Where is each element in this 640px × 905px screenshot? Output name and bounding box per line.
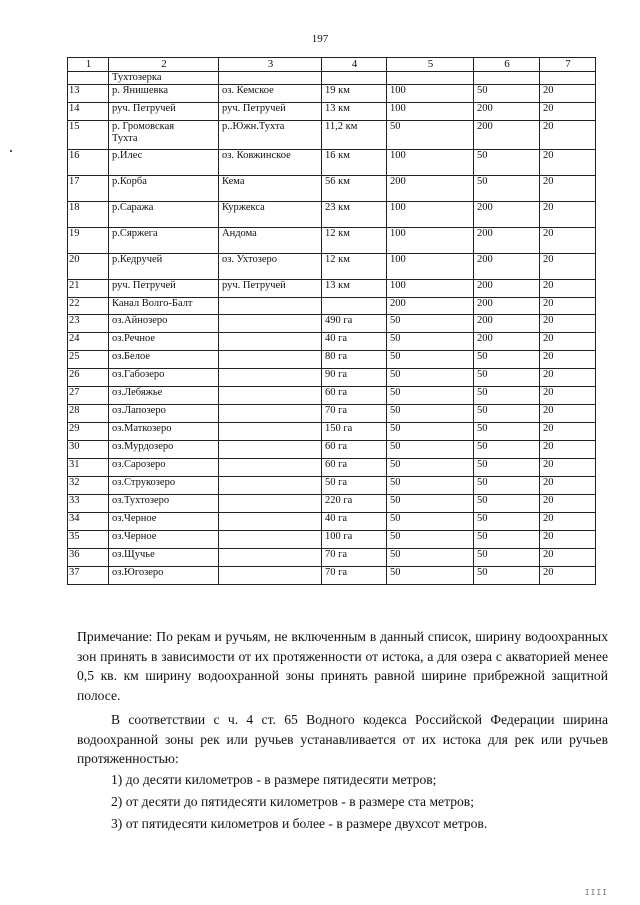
shore-strip: 20: [540, 315, 596, 333]
shore-strip: 20: [540, 387, 596, 405]
zone-width: 100: [387, 254, 474, 280]
object-name: оз.Черное: [109, 513, 219, 531]
object-name: оз.Струкозеро: [109, 477, 219, 495]
table-row: [68, 423, 596, 441]
column-header: 3: [219, 58, 322, 72]
column-header: 2: [109, 58, 219, 72]
object-name: р.Илес: [109, 150, 219, 176]
protective-strip: 200: [474, 298, 540, 315]
row-number: 28: [68, 405, 109, 423]
shore-strip: 20: [540, 567, 596, 585]
size: 11,2 км: [322, 121, 387, 150]
protective-strip: 50: [474, 369, 540, 387]
object-name: р.Кедручей: [109, 254, 219, 280]
table-row: [68, 280, 596, 298]
shore-strip: 20: [540, 103, 596, 121]
shore-strip: 20: [540, 351, 596, 369]
object-name: оз.Мурдозеро: [109, 441, 219, 459]
object-name: Канал Волго-Балт: [109, 298, 219, 315]
location: [219, 423, 322, 441]
location: [219, 298, 322, 315]
protective-strip: 50: [474, 567, 540, 585]
location: [219, 369, 322, 387]
location: [219, 567, 322, 585]
object-name: р.Саража: [109, 202, 219, 228]
object-name: оз.Югозеро: [109, 567, 219, 585]
object-name: оз.Щучье: [109, 549, 219, 567]
table-header-row: [68, 58, 596, 72]
row-number: 23: [68, 315, 109, 333]
protective-strip: 200: [474, 202, 540, 228]
notes-section: [77, 627, 608, 835]
row-number: 17: [68, 176, 109, 202]
location: [219, 315, 322, 333]
table-row: [68, 369, 596, 387]
zone-width: 100: [387, 150, 474, 176]
size: 12 км: [322, 228, 387, 254]
protective-strip: 50: [474, 441, 540, 459]
object-name: оз.Лапозеро: [109, 405, 219, 423]
location: [219, 477, 322, 495]
table-row: [68, 333, 596, 351]
column-header: 6: [474, 58, 540, 72]
list-item: 3) от пятидесяти километров и более - в размере двухсот метров.: [111, 815, 488, 831]
size: 100 га: [322, 531, 387, 549]
location: оз. Ковжинское: [219, 150, 322, 176]
size: 220 га: [322, 495, 387, 513]
shore-strip: 20: [540, 280, 596, 298]
location: [219, 387, 322, 405]
zone-width: 50: [387, 315, 474, 333]
object-name: р.Сяржега: [109, 228, 219, 254]
size: 70 га: [322, 549, 387, 567]
shore-strip: 20: [540, 121, 596, 150]
shore-strip: [540, 72, 596, 85]
size: 50 га: [322, 477, 387, 495]
location: [219, 549, 322, 567]
table-row: [68, 387, 596, 405]
zone-width: 200: [387, 298, 474, 315]
shore-strip: 20: [540, 459, 596, 477]
zone-width: 50: [387, 369, 474, 387]
table-row: [68, 567, 596, 585]
object-name-line: Тухта: [112, 133, 138, 144]
size: [322, 298, 387, 315]
zone-width: 50: [387, 531, 474, 549]
table-row: [68, 176, 596, 202]
row-number: 25: [68, 351, 109, 369]
location: Куржекса: [219, 202, 322, 228]
zone-width: 50: [387, 441, 474, 459]
table-row: [68, 298, 596, 315]
object-name: оз.Габозеро: [109, 369, 219, 387]
column-header: 4: [322, 58, 387, 72]
zone-width: 50: [387, 459, 474, 477]
object-name: оз.Черное: [109, 531, 219, 549]
protective-strip: 50: [474, 85, 540, 103]
size: 80 га: [322, 351, 387, 369]
protective-strip: 50: [474, 150, 540, 176]
row-number: 34: [68, 513, 109, 531]
protective-strip: 50: [474, 176, 540, 202]
zone-width: 100: [387, 85, 474, 103]
zone-width: 50: [387, 405, 474, 423]
size: 56 км: [322, 176, 387, 202]
row-number: [68, 72, 109, 85]
location: [219, 405, 322, 423]
size: 60 га: [322, 441, 387, 459]
zone-width: 50: [387, 423, 474, 441]
protective-strip: 200: [474, 280, 540, 298]
shore-strip: 20: [540, 405, 596, 423]
object-name: руч. Петручей: [109, 280, 219, 298]
table-row: [68, 441, 596, 459]
shore-strip: 20: [540, 228, 596, 254]
row-number: 20: [68, 254, 109, 280]
table-row: [68, 121, 596, 150]
object-name: Тухтозерка: [109, 72, 219, 85]
protective-strip: 50: [474, 531, 540, 549]
table-row: [68, 103, 596, 121]
protective-strip: 50: [474, 549, 540, 567]
size: 12 км: [322, 254, 387, 280]
location: [219, 531, 322, 549]
row-number: 30: [68, 441, 109, 459]
shore-strip: 20: [540, 423, 596, 441]
table-row: [68, 495, 596, 513]
shore-strip: 20: [540, 477, 596, 495]
row-number: 31: [68, 459, 109, 477]
shore-strip: 20: [540, 150, 596, 176]
protective-strip: 50: [474, 387, 540, 405]
protective-strip: 50: [474, 423, 540, 441]
location: руч. Петручей: [219, 280, 322, 298]
row-number: 21: [68, 280, 109, 298]
size: 13 км: [322, 103, 387, 121]
size: 19 км: [322, 85, 387, 103]
location: [219, 459, 322, 477]
table-row: [68, 531, 596, 549]
shore-strip: 20: [540, 254, 596, 280]
table-row: [68, 85, 596, 103]
row-number: 15: [68, 121, 109, 150]
table-row: [68, 549, 596, 567]
size: 40 га: [322, 333, 387, 351]
protective-strip: 200: [474, 254, 540, 280]
row-number: 26: [68, 369, 109, 387]
code-paragraph: В соответствии с ч. 4 ст. 65 Водного кодекса Российской Федерации ширина водоохранной зоны рек или ручьев устанавливается от их истока для рек или ручьев протяженностью:: [77, 712, 608, 766]
location: [219, 441, 322, 459]
table-row: [68, 351, 596, 369]
row-number: 33: [68, 495, 109, 513]
location: [219, 495, 322, 513]
shore-strip: 20: [540, 202, 596, 228]
location: руч. Петручей: [219, 103, 322, 121]
size: 60 га: [322, 459, 387, 477]
shore-strip: 20: [540, 513, 596, 531]
object-name-line: р. Громовская: [112, 121, 175, 132]
zone-width: 50: [387, 477, 474, 495]
table-row: [68, 513, 596, 531]
list-item: 1) до десяти километров - в размере пятидесяти метров;: [111, 771, 437, 787]
zone-width: [387, 72, 474, 85]
zone-width: 100: [387, 228, 474, 254]
row-number: 35: [68, 531, 109, 549]
location: [219, 72, 322, 85]
row-number: 29: [68, 423, 109, 441]
shore-strip: 20: [540, 531, 596, 549]
shore-strip: 20: [540, 441, 596, 459]
zone-width: 100: [387, 103, 474, 121]
size: 490 га: [322, 315, 387, 333]
zone-width: 50: [387, 567, 474, 585]
object-name: оз.Белое: [109, 351, 219, 369]
row-number: 27: [68, 387, 109, 405]
object-name: оз.Тухтозеро: [109, 495, 219, 513]
object-name: оз.Лебяжье: [109, 387, 219, 405]
object-name: руч. Петручей: [109, 103, 219, 121]
row-number: 13: [68, 85, 109, 103]
location: Кема: [219, 176, 322, 202]
table-row: [68, 459, 596, 477]
table-row: [68, 72, 596, 85]
zone-width: 50: [387, 121, 474, 150]
column-header: 7: [540, 58, 596, 72]
table-row: [68, 228, 596, 254]
protective-strip: 50: [474, 405, 540, 423]
protective-strip: 200: [474, 228, 540, 254]
zone-width: 50: [387, 351, 474, 369]
object-name: оз.Сарозеро: [109, 459, 219, 477]
row-number: 36: [68, 549, 109, 567]
row-number: 16: [68, 150, 109, 176]
protective-strip: 200: [474, 103, 540, 121]
row-number: 24: [68, 333, 109, 351]
protective-strip: 50: [474, 459, 540, 477]
shore-strip: 20: [540, 298, 596, 315]
zone-width: 100: [387, 280, 474, 298]
location: [219, 513, 322, 531]
object-name: [109, 121, 219, 150]
protective-strip: 50: [474, 351, 540, 369]
column-header: 1: [68, 58, 109, 72]
table-row: [68, 254, 596, 280]
list-item: 2) от десяти до пятидесяти километров - в размере ста метров;: [111, 793, 474, 809]
shore-strip: 20: [540, 176, 596, 202]
size: 90 га: [322, 369, 387, 387]
size: 60 га: [322, 387, 387, 405]
zone-width: 50: [387, 495, 474, 513]
size: 13 км: [322, 280, 387, 298]
table-row: [68, 405, 596, 423]
table-row: [68, 477, 596, 495]
size: 23 км: [322, 202, 387, 228]
shore-strip: 20: [540, 369, 596, 387]
location: оз. Кемское: [219, 85, 322, 103]
shore-strip: 20: [540, 549, 596, 567]
zone-width: 50: [387, 333, 474, 351]
scan-speck: [10, 150, 12, 152]
protective-strip: 50: [474, 495, 540, 513]
object-name: оз.Айнозеро: [109, 315, 219, 333]
size: 70 га: [322, 567, 387, 585]
size: 40 га: [322, 513, 387, 531]
size: 150 га: [322, 423, 387, 441]
location: р..Южн.Тухта: [219, 121, 322, 150]
zone-width: 100: [387, 202, 474, 228]
row-number: 14: [68, 103, 109, 121]
protective-strip: 50: [474, 477, 540, 495]
zone-width: 50: [387, 387, 474, 405]
size: 16 км: [322, 150, 387, 176]
page-number: 197: [311, 33, 329, 45]
row-number: 37: [68, 567, 109, 585]
protective-strip: 200: [474, 333, 540, 351]
table-row: [68, 315, 596, 333]
zone-width: 50: [387, 549, 474, 567]
row-number: 18: [68, 202, 109, 228]
protective-strip: 200: [474, 121, 540, 150]
location: [219, 351, 322, 369]
object-name: р. Янишевка: [109, 85, 219, 103]
scan-mark: IIII: [584, 888, 608, 897]
row-number: 22: [68, 298, 109, 315]
location: Андома: [219, 228, 322, 254]
object-name: оз.Речное: [109, 333, 219, 351]
size: 70 га: [322, 405, 387, 423]
note-paragraph: Примечание: По рекам и ручьям, не включенным в данный список, ширину водоохранных зон принять в зависимости от их протяженности от истока, а для озера с акваторией менее 0,5 кв. км ширину водоохранной зоны принять равной ширине прибрежной защитной полосе.: [77, 629, 608, 703]
table-row: [68, 150, 596, 176]
size: [322, 72, 387, 85]
shore-strip: 20: [540, 85, 596, 103]
water-protection-table: [67, 57, 596, 585]
shore-strip: 20: [540, 333, 596, 351]
row-number: 19: [68, 228, 109, 254]
protective-strip: 50: [474, 513, 540, 531]
location: [219, 333, 322, 351]
zone-width: 50: [387, 513, 474, 531]
zone-width: 200: [387, 176, 474, 202]
protective-strip: [474, 72, 540, 85]
protective-strip: 200: [474, 315, 540, 333]
object-name: р.Корба: [109, 176, 219, 202]
table-row: [68, 202, 596, 228]
location: оз. Ухтозеро: [219, 254, 322, 280]
column-header: 5: [387, 58, 474, 72]
row-number: 32: [68, 477, 109, 495]
object-name: оз.Маткозеро: [109, 423, 219, 441]
shore-strip: 20: [540, 495, 596, 513]
